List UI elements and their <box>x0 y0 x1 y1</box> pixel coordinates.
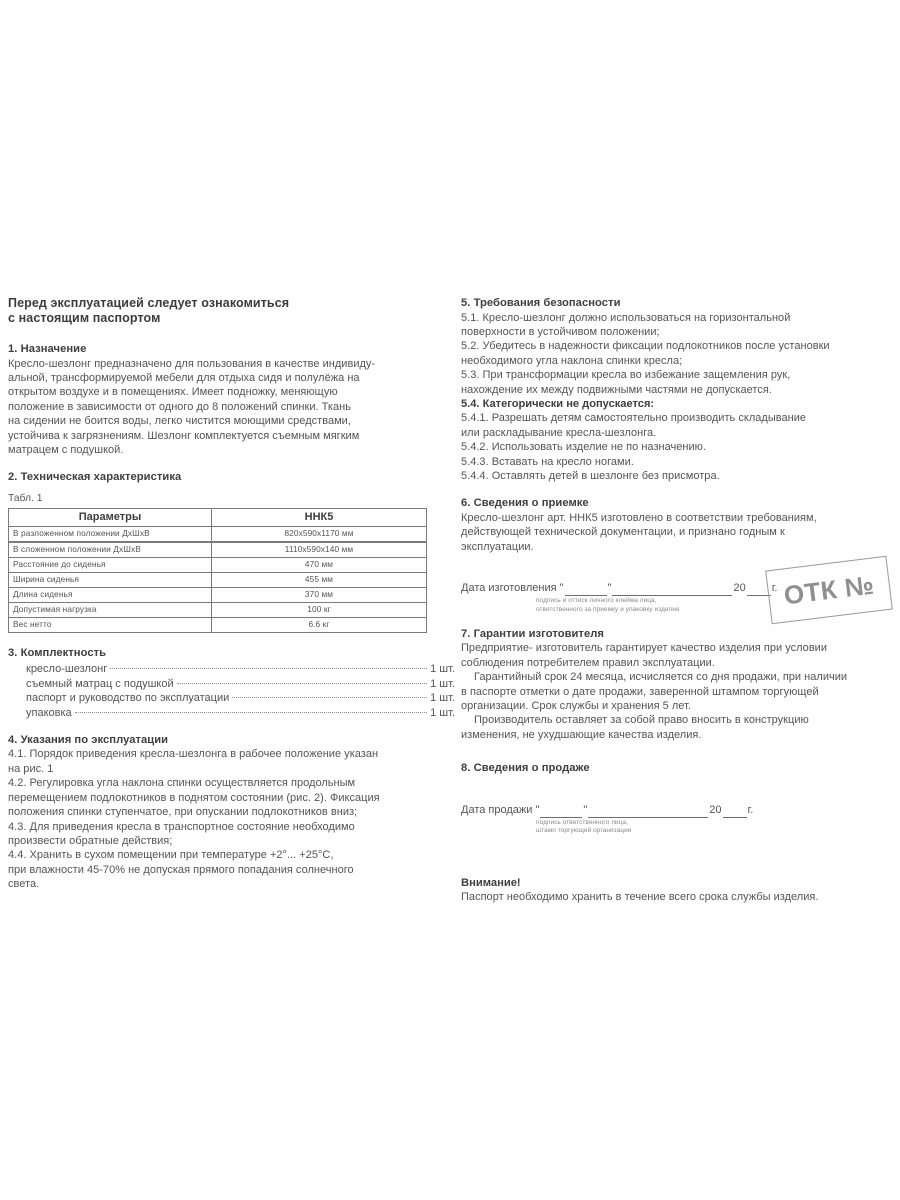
section-1-line-3: открытом воздухе и в помещениях. Имеет подножку, меняющую <box>8 386 338 399</box>
section-4-line-1: 4.1. Порядок приведения кресла-шезлонга в рабочее положение указан <box>8 748 379 761</box>
table-cell-value: 1110х590х140 мм <box>212 542 427 558</box>
section-5-4-subheading: 5.4. Категорически не допускается: <box>461 397 655 410</box>
section-4-heading: 4. Указания по эксплуатации <box>8 733 169 746</box>
manufacture-fine-print-line-2: ответственного за приемку и упаковку изделия <box>536 605 680 613</box>
section-4-line-7: произвести обратные действия; <box>8 834 173 847</box>
kit-item-name: съемный матрац с подушкой <box>26 677 174 690</box>
sale-year-suffix: г. <box>747 803 754 816</box>
section-1-line-5: на сидении не боится воды, легко чистится моющими средствами, <box>8 415 351 428</box>
attention-heading: Внимание! <box>461 876 521 889</box>
section-3-heading: 3. Комплектность <box>8 646 107 659</box>
manufacture-day-blank[interactable] <box>565 584 607 596</box>
sale-date-quote: " <box>583 803 588 816</box>
prohibited-line-3: 5.4.2. Использовать изделие не по назначению. <box>461 441 706 454</box>
section-7-body <box>461 641 895 670</box>
manufacture-date-label: Дата изготовления " <box>461 582 564 595</box>
section-6-line-1: Кресло-шезлонг арт. ННК5 изготовлено в соответствии требованиям, <box>461 511 817 524</box>
leader-dots <box>75 712 427 713</box>
section-4-line-6: 4.3. Для приведения кресла в транспортное состояние необходимо <box>8 820 355 833</box>
list-item <box>8 691 455 705</box>
prohibited-line-2: или раскладывание кресла-шезлонга. <box>461 426 657 439</box>
table-cell-param: Вес нетто <box>9 617 212 632</box>
section-5-body <box>461 311 895 397</box>
section-1-heading: 1. Назначение <box>8 343 87 355</box>
section-7-warranty <box>461 670 895 713</box>
attention-text: Паспорт необходимо хранить в течение всего срока службы изделия. <box>461 891 819 904</box>
section-4-line-9: при влажности 45-70% не допуская прямого попадания солнечного <box>8 863 354 876</box>
table-cell-param: В разложенном положении ДхШхВ <box>9 526 212 542</box>
section-5-line-5: 5.3. При трансформации кресла во избежание защемления рук, <box>461 369 791 382</box>
section-5-prohibited-list <box>461 411 895 483</box>
section-6-line-3: эксплуатации. <box>461 540 534 553</box>
table-cell-param: Длина сиденья <box>9 587 212 602</box>
two-column-layout <box>0 296 900 904</box>
section-4-line-10: света. <box>8 878 40 891</box>
section-1-line-7: матрацем с подушкой. <box>8 443 124 456</box>
sale-fine-print-line-2: штамп торгующей организации <box>536 827 632 835</box>
table-cell-value: 455 мм <box>212 572 427 587</box>
manufacture-date-quote: " <box>607 582 612 595</box>
section-1-line-2: альной, трансформируемой мебели для отдыха сидя и полулёжа на <box>8 371 360 384</box>
section-1-line-4: положение в зависимости от одного до 8 положений спинки. Ткань <box>8 400 351 413</box>
specification-table <box>8 508 427 633</box>
section-4-line-2: на рис. 1 <box>8 762 54 775</box>
kit-item-qty: 1 шт. <box>430 663 455 676</box>
section-7-heading: 7. Гарантии изготовителя <box>461 627 604 640</box>
table-row <box>9 557 427 572</box>
section-7-changes <box>461 713 895 742</box>
leader-dots <box>232 697 427 698</box>
section-7-line-1: Предприятие- изготовитель гарантирует качество изделия при условии <box>461 642 828 655</box>
table-cell-param: Ширина сиденья <box>9 572 212 587</box>
section-5-line-1: 5.1. Кресло-шезлонг должно использоваться на горизонтальной <box>461 311 791 324</box>
sale-date-field[interactable] <box>461 803 895 818</box>
kit-item-name: упаковка <box>26 706 72 719</box>
table-cell-value: 370 мм <box>212 587 427 602</box>
section-1-body <box>8 357 455 458</box>
section-5-line-4: необходимого угла наклона спинки кресла; <box>461 354 683 367</box>
sale-fine-print <box>536 819 895 836</box>
otk-stamp-label: ОТК № <box>782 569 876 610</box>
section-7-line-7: изменения, не ухудшающие качества изделия. <box>461 728 702 741</box>
leader-dots <box>177 683 427 684</box>
list-item <box>8 662 455 676</box>
sale-month-blank[interactable] <box>588 806 708 818</box>
sale-fine-print-line-1: подпись ответственного лица, <box>536 818 629 826</box>
table-cell-value: 820х590х1170 мм <box>212 526 427 542</box>
kit-item-name: кресло-шезлонг <box>26 663 108 676</box>
section-2-heading: 2. Техническая характеристика <box>8 471 182 484</box>
table-cell-param: Расстояние до сиденья <box>9 557 212 572</box>
manufacture-fine-print-line-1: подпись и оттиск личного клейма лица, <box>536 597 657 605</box>
document-title-line-1: Перед эксплуатацией следует ознакомиться <box>8 296 290 310</box>
prohibited-line-5: 5.4.4. Оставлять детей в шезлонге без присмотра. <box>461 469 720 482</box>
table-row <box>9 542 427 558</box>
section-4-line-5: положения спинки ступенчатое, при опускании подлокотников вниз; <box>8 806 358 819</box>
manufacture-year-prefix: 20 <box>733 582 746 595</box>
prohibited-line-4: 5.4.3. Вставать на кресло ногами. <box>461 455 634 468</box>
section-5-line-2: поверхности в устойчивом положении; <box>461 325 660 338</box>
table-header-parameters: Параметры <box>9 508 212 526</box>
section-7-line-2: соблюдения потребителем правил эксплуатации. <box>461 656 715 669</box>
table-header-model: ННК5 <box>212 508 427 526</box>
table-row <box>9 526 427 542</box>
section-7-line-5: организации. Срок службы и хранения 5 лет. <box>461 700 691 713</box>
section-7-line-6: Производитель оставляет за собой право вносить в конструкцию <box>474 714 809 727</box>
sale-day-blank[interactable] <box>540 806 582 818</box>
section-5-line-3: 5.2. Убедитесь в надежности фиксации подлокотников после установки <box>461 340 830 353</box>
section-6-line-2: действующей технической документации, и признано годным к <box>461 526 785 539</box>
section-5-heading: 5. Требования безопасности <box>461 297 621 309</box>
kit-item-qty: 1 шт. <box>430 677 455 690</box>
document-title <box>8 296 455 326</box>
section-4-line-8: 4.4. Хранить в сухом помещении при температуре +2°... +25°С, <box>8 849 334 862</box>
kit-item-qty: 1 шт. <box>430 706 455 719</box>
section-4-body <box>8 747 455 891</box>
table-cell-param: В сложенном положении ДхШхВ <box>9 542 212 558</box>
kit-list <box>8 662 455 720</box>
prohibited-line-1: 5.4.1. Разрешать детям самостоятельно производить складывание <box>461 412 807 425</box>
table-cell-value: 100 кг <box>212 602 427 617</box>
section-1-line-6: устойчива к загрязнениям. Шезлонг комплектуется съемным мягким <box>8 429 360 442</box>
section-4-line-4: перемещением подлокотников в поднятом состоянии (рис. 2). Фиксация <box>8 791 380 804</box>
table-row <box>9 602 427 617</box>
table-cell-value: 6.6 кг <box>212 617 427 632</box>
section-7-line-3: Гарантийный срок 24 месяца, исчисляется со дня продажи, при наличии <box>474 671 848 684</box>
table-cell-param: Допустимая нагрузка <box>9 602 212 617</box>
table-row <box>9 617 427 632</box>
section-8-heading: 8. Сведения о продаже <box>461 762 590 775</box>
section-4-line-3: 4.2. Регулировка угла наклона спинки осуществляется продольным <box>8 777 356 790</box>
sale-date-label: Дата продажи " <box>461 803 540 816</box>
sale-year-prefix: 20 <box>709 803 722 816</box>
section-6-heading: 6. Сведения о приемке <box>461 497 589 510</box>
list-item <box>8 706 455 720</box>
table-row <box>9 572 427 587</box>
section-1-line-1: Кресло-шезлонг предназначено для пользования в качестве индивиду- <box>8 357 376 370</box>
table-row <box>9 587 427 602</box>
table-caption: Табл. 1 <box>8 492 43 504</box>
leader-dots <box>110 668 427 669</box>
document-title-line-2: с настоящим паспортом <box>8 311 161 325</box>
left-column <box>0 296 455 892</box>
manufacture-year-suffix: г. <box>771 582 778 595</box>
section-7-line-4: в паспорте отметки о дате продажи, заверенной штампом торгующей <box>461 685 819 698</box>
section-5-line-6: нахождение их между подвижными частями не допускается. <box>461 383 772 396</box>
section-6-body <box>461 511 895 554</box>
list-item <box>8 677 455 691</box>
sale-year-blank[interactable] <box>723 806 747 818</box>
manufacture-month-blank[interactable] <box>612 584 732 596</box>
table-cell-value: 470 мм <box>212 557 427 572</box>
kit-item-name: паспорт и руководство по эксплуатации <box>26 692 230 705</box>
kit-item-qty: 1 шт. <box>430 692 455 705</box>
table-header-row <box>9 508 427 526</box>
